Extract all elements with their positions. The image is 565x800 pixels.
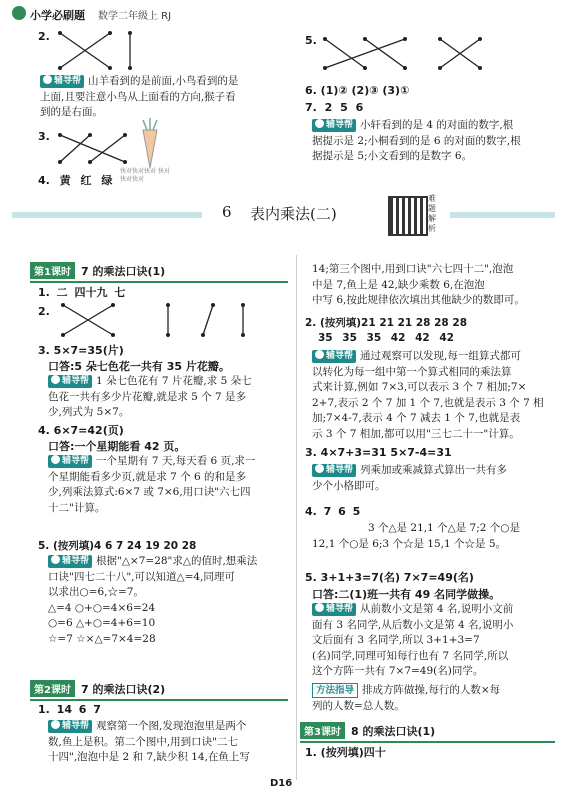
page-number: D16	[270, 778, 293, 789]
l1-q3-guide: 辅导帮 1 朵七色花有 7 片花瓣,求 5 朵七 色花一共有多少片花瓣,就是求 5 个 7 是多 少,列式为 5×7。	[48, 375, 252, 418]
l2-q1: 1. 14 6 7	[38, 703, 101, 716]
rc-q3-guide: 辅导帮 列乘加或乘减算式算出一共有多 少个小格即可。	[312, 464, 508, 492]
section-bar-left	[12, 212, 202, 218]
rc-q5: 5. 3+1+3=7(名) 7×7=49(名)	[305, 571, 474, 584]
guide-icon	[51, 555, 60, 564]
section-title: 表内乘法(二)	[250, 205, 337, 223]
l2-q1-guide: 辅导帮 观察第一个图,发现泡泡里是两个 数,鱼上是积。第二个图中,用到口诀"二七 十四",泡泡中是 2 和 7,缺少积 14,在鱼上写	[48, 720, 250, 763]
section-bar-right	[450, 212, 555, 218]
right-top-guide: 辅导帮 小轩看到的是 4 的对面的数字,根 据提示是 2;小桐看到的是 6 的对面的数字,根 据提示是 5;小文看到的是数字 6。	[312, 119, 521, 162]
section-number: 6	[222, 203, 232, 221]
left-top-guide: 辅导帮 山羊看到的是前面,小鸟看到的是 上面,且要注意小鸟从上面看的方向,猴子看 到的是右面。	[40, 75, 239, 118]
q4-answer: 4. 黄 红 绿	[38, 174, 113, 187]
lesson1-badge: 第1课时	[30, 262, 75, 279]
l1-q5: 5. (按列填)4 6 7 24 19 20 28	[38, 540, 197, 552]
lesson3-header	[300, 722, 555, 743]
guide-tag: 辅导帮	[40, 75, 84, 88]
carrot-icon	[135, 118, 165, 170]
q2-label: 2.	[38, 30, 50, 43]
guide-tag: 辅导帮	[48, 375, 92, 388]
l1-q3-answer: 口答:5 朵七色花一共有 35 片花瓣。	[48, 360, 230, 373]
stamp-watermark: 快对快对快对 快对快对快对	[120, 168, 170, 183]
lesson2-header	[30, 680, 288, 701]
guide-icon	[315, 119, 324, 128]
header-logo	[12, 6, 26, 20]
column-divider	[296, 255, 297, 780]
lesson1-title: 7 的乘法口诀(1)	[80, 265, 166, 278]
rc-q2-line1: 2. (按列填)21 21 21 28 28 28	[305, 317, 467, 329]
guide-tag: 辅导帮	[312, 350, 356, 363]
method-tag: 方法指导	[312, 683, 358, 698]
guide-icon	[43, 75, 52, 84]
guide-tag: 辅导帮	[312, 603, 356, 616]
rc-q3: 3. 4×7+3=31 5×7-4=31	[305, 446, 452, 459]
guide-tag: 辅导帮	[48, 720, 92, 733]
rc-continuation: 14;第三个图中,用到口诀"六七四十二",泡泡 中是 7,鱼上是 42,缺少乘数 6,在泡泡 中写 6,按此规律依次填出其他缺少的数即可。	[312, 263, 525, 306]
l1-q3: 3. 5×7=35(片)	[38, 344, 124, 357]
l1-q2-label: 2.	[38, 305, 50, 318]
guide-icon	[315, 464, 324, 473]
lesson3-badge: 第3课时	[300, 722, 345, 739]
l3-q1: 1. (按列填)四十	[305, 746, 386, 759]
matching-lines-q2	[55, 30, 145, 75]
lesson1-header	[30, 262, 288, 283]
q6-answer: 6. (1)② (2)③ (3)①	[305, 84, 410, 97]
qr-code[interactable]	[388, 196, 428, 236]
rc-q2-guide: 辅导帮 通过观察可以发现,每一组算式都可 以转化为每一组中第一个算式相同的乘法算 式来计算,例如 7×3,可以表示 3 个 7 相加;7× 2+7,表示 2 个 7 加 1 个 7,也就是表示 3 个 7 相 加;7×4-7,表示 4 个 7 减去 1 个 7,也就是表 示 3 个 7 相加,都可以用"三七二十一"计算。	[312, 350, 544, 440]
l1-q4-guide: 辅导帮 一个星期有 7 天,每天看 6 页,求一 个星期能看多少页,就是求 7 个 6 的和是多 少,列乘法算式:6×7 或 7×6,用口诀"六七四 十二"计算。	[48, 455, 256, 514]
rc-q4-notes: 3 个△是 21,1 个△是 7;2 个○是 12,1 个○是 6;3 个☆是 15,1 个☆是 5。	[312, 522, 520, 550]
lesson3-title: 8 的乘法口诀(1)	[350, 725, 436, 738]
guide-icon	[51, 375, 60, 384]
guide-icon	[315, 603, 324, 612]
l1-q4-answer: 口答:一个星期能看 42 页。	[48, 440, 186, 453]
qr-side-text: 难题解析	[428, 194, 436, 233]
q3-label: 3.	[38, 130, 50, 143]
rc-q5-answer: 口答:二(1)班一共有 49 名同学做操。	[312, 588, 501, 601]
guide-tag: 辅导帮	[48, 455, 92, 468]
guide-icon	[51, 720, 60, 729]
guide-icon	[51, 455, 60, 464]
rc-q5-guide: 辅导帮 从前数小文是第 4 名,说明小文前 面有 3 名同学,从后数小文是第 4 名,说明小 文后面有 3 名同学,所以 3+1+3=7 (名)同学,同理可知每行也有 7 名同学,所以 这个方阵一共有 7×7=49(名)同学。	[312, 603, 514, 677]
header-subject: 数学二年级上 RJ	[98, 11, 172, 22]
rc-method: 方法指导 排成方阵做操,每行的人数×每 列的人数=总人数。	[312, 684, 501, 712]
lesson2-badge: 第2课时	[30, 680, 75, 697]
l1-q1: 1. 二 四十九 七	[38, 286, 126, 299]
q7-answer: 7. 2 5 6	[305, 101, 364, 114]
matching-lines-q5	[320, 36, 520, 76]
lesson2-title: 7 的乘法口诀(2)	[80, 683, 166, 696]
q5-label: 5.	[305, 34, 317, 47]
rc-q4: 4. 7 6 5	[305, 505, 361, 518]
header-brand: 小学必刷题	[30, 9, 85, 22]
l1-q5-guide: 辅导帮 根据"△×7=28"求△的值时,想乘法 口诀"四七二十八",可以知道△=4,同理可 以求出○=6,☆=7。 △=4 ○+○=4×6=24 ○=6 △+○=4+6=10 ☆=7 ☆×△=7×4=28	[48, 555, 258, 645]
guide-tag: 辅导帮	[48, 555, 92, 568]
guide-tag: 辅导帮	[312, 464, 356, 477]
rc-q2-line2: 35 35 35 42 42 42	[318, 332, 454, 344]
l1-q4: 4. 6×7=42(页)	[38, 424, 124, 437]
guide-icon	[315, 350, 324, 359]
guide-tag: 辅导帮	[312, 119, 356, 132]
